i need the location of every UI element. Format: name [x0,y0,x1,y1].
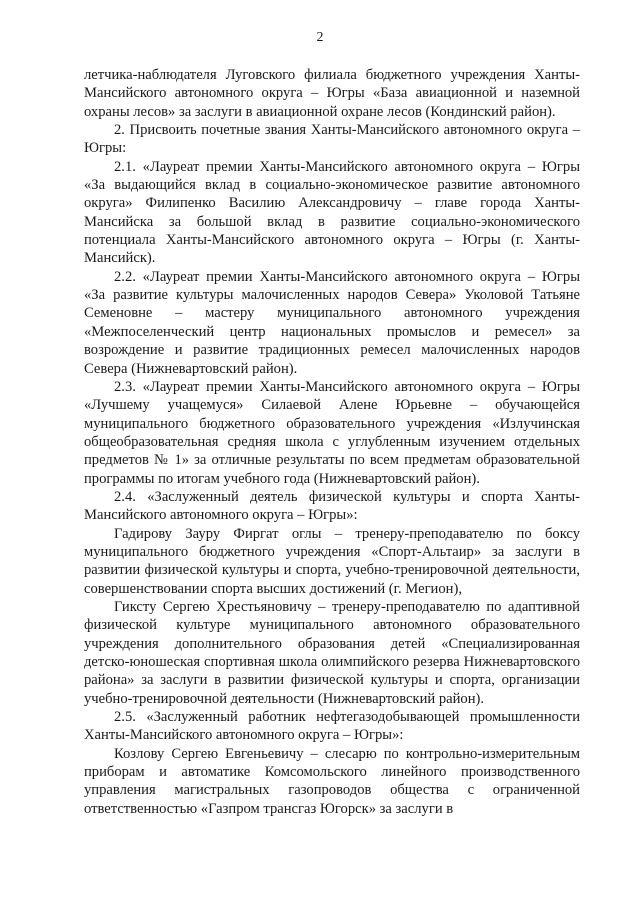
paragraph-item-2-5: 2.5. «Заслуженный работник нефтегазодобывающей промышленности Ханты-Мансийского автономного округа – Югры»: [84,709,580,744]
paragraph-item-2-2: 2.2. «Лауреат премии Ханты-Мансийского автономного округа – Югры «За развитие культуры малочисленных народов Севера» Уколовой Татьяне Семеновне – мастеру муниципального автономного учреждения «Межпоселенческий центр национальных промыслов и ремесел» за возрождение и развитие традиционных ремесел малочисленных народов Севера (Нижневартовский район). [84,268,580,377]
paragraph-awardee-gikst: Гиксту Сергею Хрестьяновичу – тренеру-преподавателю по адаптивной физической культуре муниципального автономного образовательного учреждения дополнительного образования детей «Специализированная детско-юношеская спортивная школа олимпийского резерва Нижневартовского района» за заслуги в развитии физической культуры и спорта, организации учебно-тренировочной деятельности (Нижневартовский район). [84,598,580,707]
paragraph-item-2-1: 2.1. «Лауреат премии Ханты-Мансийского автономного округа – Югры «За выдающийся вклад в социально-экономическое развитие автономного округа» Филипенко Василию Александровичу – главе города Ханты-Мансийска за большой вклад в развитие социально-экономического потенциала Ханты-Мансийского автономного округа – Югры (г. Ханты-Мансийск). [84,158,580,267]
paragraph-item-2-4: 2.4. «Заслуженный деятель физической культуры и спорта Ханты-Мансийского автономного округа – Югры»: [84,488,580,524]
paragraph-continuation: летчика-наблюдателя Луговского филиала бюджетного учреждения Ханты-Мансийского автономного округа – Югры «База авиационной и наземной охраны лесов» за заслуги в авиационной охране лесов (Кондинский район). [84,67,580,120]
paragraph-awardee-gadirov: Гадирову Зауру Фиргат оглы – тренеру-преподавателю по боксу муниципального бюджетного учреждения «Спорт-Альтаир» за заслуги в развитии физической культуры и спорта, учебно-тренировочной деятельности, совершенствовании спорта высших достижений (г. Мегион), [84,525,580,597]
page-number: 2 [316,30,324,45]
paragraph-item-2: 2. Присвоить почетные звания Ханты-Мансийского автономного округа – Югры: [84,122,580,157]
paragraph-awardee-kozlov: Козлову Сергею Евгеньевичу – слесарю по контрольно-измерительным приборам и автоматике Комсомольского линейного производственного управления магистральных газопроводов общества с ограниченной ответственностью «Газпром трансгаз Югорск» за заслуги в [84,745,580,817]
document-body [84,66,580,818]
paragraph-item-2-3: 2.3. «Лауреат премии Ханты-Мансийского автономного округа – Югры «Лучшему учащемуся» Силаевой Алене Юрьевне – обучающейся муниципального бюджетного образовательного учреждения «Излучинская общеобразовательная средняя школа с углубленным изучением отдельных предметов № 1» за отличные результаты по всем предметам образовательной программы по итогам учебного года (Нижневартовский район). [84,378,580,487]
